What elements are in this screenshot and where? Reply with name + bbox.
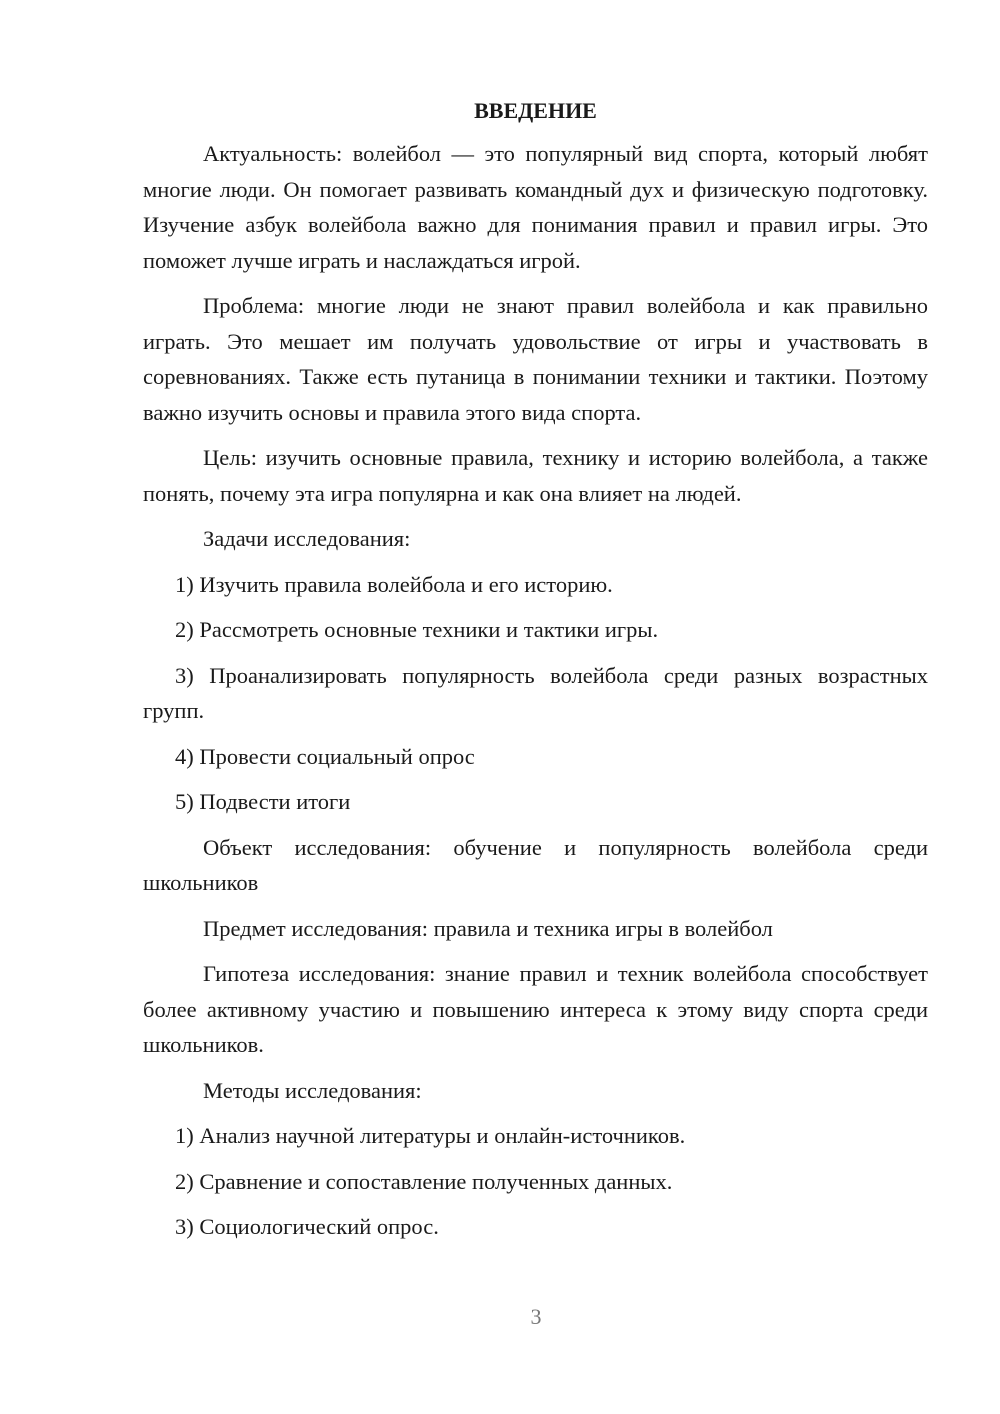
document-page bbox=[143, 96, 928, 1255]
goal-paragraph: Цель: изучить основные правила, технику и историю волейбола, а также понять, почему эта игра популярна и как она влияет на людей. bbox=[143, 445, 928, 506]
methods-heading: Методы исследования: bbox=[203, 1077, 422, 1103]
relevance-paragraph: Актуальность: волейбол — это популярный вид спорта, который любят многие люди. Он помогает развивать командный дух и физическую подготовку. Изучение азбук волейбола важно для понимания правил и правил игры. Это поможет лучше играть и наслаждаться игрой. bbox=[143, 141, 928, 273]
task-item: 5) Подвести итоги bbox=[175, 789, 351, 814]
page-number: 3 bbox=[530, 1304, 542, 1329]
method-item: 1) Анализ научной литературы и онлайн-источников. bbox=[175, 1123, 686, 1148]
problem-paragraph: Проблема: многие люди не знают правил волейбола и как правильно играть. Это мешает им получать удовольствие от игры и участвовать в соревнованиях. Также есть путаница в понимании техники и тактики. Поэтому важно изучить основы и правила этого вида спорта. bbox=[143, 293, 928, 425]
task-item: 3) Проанализировать популярность волейбола среди разных возрастных групп. bbox=[143, 662, 928, 723]
task-item: 2) Рассмотреть основные техники и тактики игры. bbox=[175, 617, 659, 642]
task-item: 4) Провести социальный опрос bbox=[175, 743, 475, 769]
subject-paragraph: Предмет исследования: правила и техника игры в волейбол bbox=[203, 915, 773, 941]
task-item: 1) Изучить правила волейбола и его историю. bbox=[175, 571, 613, 597]
tasks-heading: Задачи исследования: bbox=[203, 526, 411, 551]
method-item: 3) Социологический опрос. bbox=[175, 1214, 439, 1239]
section-title: ВВЕДЕНИЕ bbox=[474, 98, 597, 123]
object-paragraph: Объект исследования: обучение и популярность волейбола среди школьников bbox=[143, 834, 928, 895]
hypothesis-paragraph: Гипотеза исследования: знание правил и техник волейбола способствует более активному участию и повышению интереса к этому виду спорта среди школьников. bbox=[143, 961, 928, 1057]
method-item: 2) Сравнение и сопоставление полученных данных. bbox=[175, 1168, 673, 1194]
